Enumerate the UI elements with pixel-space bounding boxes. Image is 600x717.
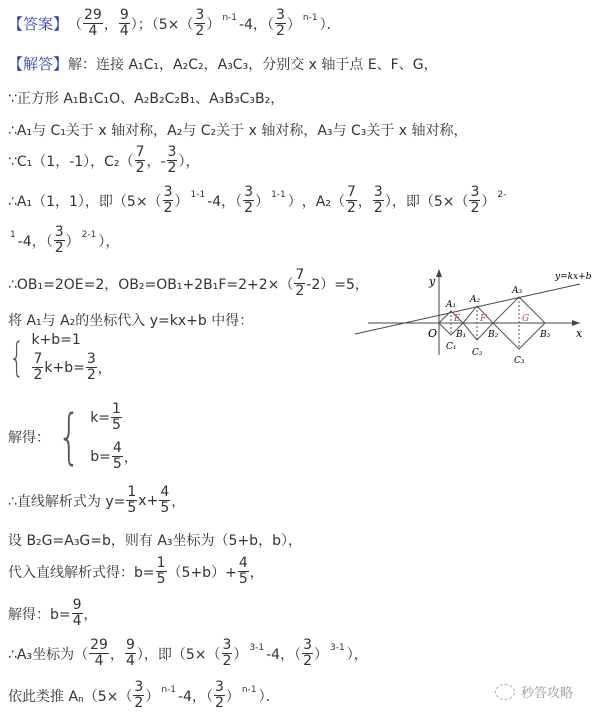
svg-text:O: O [428, 327, 438, 340]
equation-system: { k+b=1 $\frac{7}{2}$ k+b= $\frac{3}{2}$ ， [9, 332, 112, 383]
svg-text:C₁: C₁ [446, 342, 457, 352]
solution-line-7: ∴OB₁=2OE=2，OB₂=OB₁+2B₁F=2+2×（ $\frac{7}{2}$ -2）=5， [8, 267, 369, 299]
svg-text:F: F [480, 314, 487, 324]
line-expression: ∴直线解析式为 y= $\frac{1}{5}$ x+ $\frac{4}{5}$ ， [8, 484, 186, 516]
solution-line-3: ∴A₁与 C₁关于 x 轴对称，A₂与 C₂关于 x 轴对称，A₃与 C₃关于 x 轴对称， [8, 123, 468, 139]
solution-line-5: ∴A₁（1，1），即（5×（ $\frac{3}{2}$ ） 1-1 -4，（ $\frac{3}{2}$ ） 1-1 ） ，A₂（ $\frac{7}{2}$ ， $\frac{3}{2}$ ），即（5×（ $\frac{3}{2}$ ） 2- [8, 184, 507, 216]
svg-text:A₁: A₁ [446, 300, 457, 310]
substitute-line: 代入直线解析式得：b= $\frac{1}{5}$ （5+b）+ $\frac{4}{5}$ ， [8, 555, 264, 587]
solution-line-b2g: 设 B₂G=A₃G=b，则有 A₃坐标为（5+b，b）， [8, 533, 302, 549]
svg-text:G: G [522, 314, 530, 324]
wechat-icon [495, 684, 515, 700]
solution-tag: 【解答】 [8, 55, 69, 73]
answer-line: 【答案】 （ $\frac{29}{4}$ ， $\frac{9}{4}$ ）；（5×（ $\frac{3}{2}$ ） n-1 -4，（ $\frac{3}{2}$ ） n-1 ）． [8, 7, 341, 39]
solution-line-1: 【解答】 解：连接 A₁C₁，A₂C₂，A₃C₃，分别交 x 轴于点 E、F、G， [8, 55, 438, 73]
solution-line-8: 将 A₁与 A₂的坐标代入 y=kx+b 中得： [8, 313, 254, 329]
fraction: $\frac{3}{2}$ [195, 7, 205, 39]
solve-b-line: 解得：b= $\frac{9}{4}$ ， [8, 597, 98, 629]
a3-coordinates-line: ∴A₃坐标为（ $\frac{29}{4}$ ， $\frac{9}{4}$ ），即（5×（ $\frac{3}{2}$ ） 3-1 -4，（ $\frac{3}{2}$ ） 3-1 ）， [8, 637, 368, 669]
svg-text:A₂: A₂ [470, 295, 481, 305]
svg-text:B₁: B₁ [456, 330, 467, 340]
solution-line-6: 1 -4，（ $\frac{3}{2}$ ） 2-1 ）， [10, 224, 120, 256]
fraction: $\frac{9}{4}$ [119, 7, 129, 39]
svg-text:x: x [576, 327, 583, 340]
svg-text:B₂: B₂ [488, 330, 499, 340]
svg-text:C₃: C₃ [514, 356, 525, 366]
svg-text:y: y [429, 275, 436, 288]
watermark: 秒答攻略 [495, 682, 573, 701]
svg-text:E: E [454, 314, 461, 324]
svg-text:y=kx+b: y=kx+b [555, 272, 592, 282]
squares-diagram [350, 255, 600, 375]
fraction: $\frac{3}{2}$ [275, 7, 285, 39]
answer-tag: 【答案】 [8, 15, 69, 33]
inference-line: 依此类推 A n （5×（ $\frac{3}{2}$ ） n-1 -4，（ $\frac{3}{2}$ ） n-1 ）． [8, 679, 280, 711]
svg-text:A₃: A₃ [512, 286, 523, 296]
solution-line-4: ∵C₁（1，-1），C₂（ $\frac{7}{2}$ ，- $\frac{3}{2}$ ）， [8, 144, 200, 176]
svg-text:C₂: C₂ [472, 348, 483, 358]
solution-line-2: ∵正方形 A₁B₁C₁O、A₂B₂C₂B₁、A₃B₃C₃B₂， [8, 91, 285, 107]
svg-text:B₃: B₃ [540, 330, 551, 340]
fraction: $\frac{29}{4}$ [84, 7, 102, 39]
solve-system: 解得： { k= $\frac{1}{5}$ b= $\frac{4}{5}$ ， [8, 401, 138, 472]
